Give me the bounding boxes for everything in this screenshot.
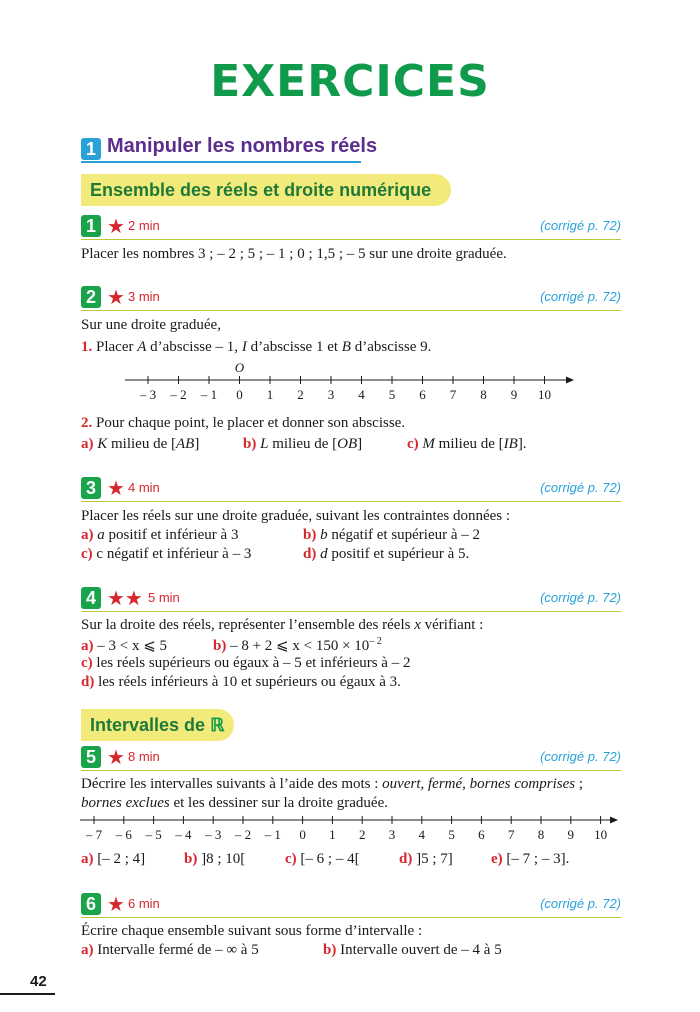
difficulty-star-icon: ★ (107, 285, 125, 309)
axis-tick-label: – 4 (175, 827, 192, 842)
exercise-3-header (81, 477, 621, 502)
exercise-2-question-2: 2. Pour chaque point, le placer et donner son abscisse. (81, 415, 406, 431)
corrige-reference: (corrigé p. 72) (540, 289, 621, 304)
exercise-number: 5 (81, 746, 101, 768)
exercise-5-header (81, 746, 621, 771)
axis-tick-label: – 3 (139, 387, 157, 402)
page-number: 42 (30, 973, 47, 990)
axis-tick-label: – 3 (205, 827, 222, 842)
exercise-4-header (81, 587, 621, 612)
axis-tick-label: 4 (418, 827, 426, 842)
axis-tick-label: 7 (507, 827, 515, 842)
axis-tick-label: 2 (297, 387, 304, 402)
exercise-4-b: b) – 8 + 2 ⩽ $x < 150 \times 10^{- 2}$ (213, 636, 382, 654)
banner-reels-droite (81, 174, 451, 206)
exercise-5-item-a: a) [– 2 ; 4] (81, 851, 146, 867)
exercise-5-item-c: c) [– 6 ; – 4[ (285, 851, 360, 867)
exercise-5-line-2: bornes exclues et les dessiner sur la droite graduée. (81, 795, 388, 811)
exercise-6-b: b) Intervalle ouvert de – 4 à 5 (323, 942, 502, 958)
axis-tick-label: 0 (299, 827, 306, 842)
axis-tick-label: 8 (537, 827, 545, 842)
axis-tick-label: – 1 (264, 827, 281, 842)
axis-arrow-icon (610, 817, 618, 824)
exercise-3-intro: Placer les réels sur une droite graduée, suivant les contraintes données : (81, 508, 511, 524)
axis-tick-label: 6 (478, 827, 485, 842)
axis-tick-label: – 2 (234, 827, 252, 842)
axis-tick-label: 10 (594, 827, 608, 842)
exercise-number: 6 (81, 893, 101, 915)
exercise-number: 1 (81, 215, 101, 237)
exercise-number: 4 (81, 587, 101, 609)
corrige-reference: (corrigé p. 72) (540, 218, 621, 233)
axis-tick-label: 6 (419, 387, 426, 402)
exercise-1-text: Placer les nombres 3 ; – 2 ; 5 ; – 1 ; 0 ; 1,5 ; – 5 sur une droite graduée. (81, 246, 507, 262)
exercise-3-a: a) a positif et inférieur à 3 (81, 527, 239, 543)
exercise-6-intro: Écrire chaque ensemble suivant sous forme d’intervalle : (81, 923, 423, 939)
axis-tick-label: 1 (266, 387, 274, 402)
exercise-time: 2 min (128, 218, 160, 233)
exercise-number: 3 (81, 477, 101, 499)
section-number: 1 (81, 138, 101, 160)
corrige-reference: (corrigé p. 72) (540, 480, 621, 495)
exercise-6-header (81, 893, 621, 918)
axis-tick-label: 0 (236, 387, 243, 402)
exercise-2-part-a: a) K milieu de [AB] (81, 436, 200, 452)
difficulty-star-icon: ★ (107, 476, 125, 500)
axis-tick-label: 8 (480, 387, 487, 402)
exercise-2-header (81, 286, 621, 311)
exercise-5-item-e: e) [– 7 ; – 3]. (491, 851, 570, 867)
exercise-2-part-c: c) M milieu de [IB]. (407, 436, 527, 452)
section-title: Manipuler les nombres réels (107, 135, 378, 157)
exercise-2-part-b: b) L milieu de [OB] (243, 436, 363, 452)
page-title: EXERCICES (210, 56, 490, 107)
corrige-reference: (corrigé p. 72) (540, 749, 621, 764)
axis-tick-label: 9 (567, 827, 575, 842)
exercise-number: 2 (81, 286, 101, 308)
axis-tick-label: – 7 (85, 827, 103, 842)
number-line-1 (0, 360, 700, 405)
exercise-time: 6 min (128, 896, 160, 911)
exercise-3-d: d) d positif et supérieur à 5. (303, 546, 470, 562)
corrige-reference: (corrigé p. 72) (540, 590, 621, 605)
difficulty-star-icon: ★ (107, 745, 125, 769)
axis-tick-label: 3 (388, 827, 396, 842)
axis-tick-label: 2 (358, 827, 366, 842)
axis-tick-label: – 5 (145, 827, 162, 842)
exercise-5-line-1: Décrire les intervalles suivants à l’aide des mots : ouvert, fermé, bornes comprises ; (81, 776, 583, 792)
axis-tick-label: – 1 (200, 387, 218, 402)
banner-title: Intervalles de (90, 715, 206, 735)
exercise-4-a: a) – 3 < x ⩽ 5 (81, 638, 168, 654)
number-line-2 (0, 810, 700, 850)
banner-title: Ensemble des réels et droite numérique (90, 180, 432, 200)
exercise-5-item-d: d) ]5 ; 7] (399, 851, 453, 867)
exercise-time: 3 min (128, 289, 160, 304)
exercise-2-intro: Sur une droite graduée, (81, 317, 221, 333)
axis-tick-label: 7 (449, 387, 457, 402)
exercise-4-d: d) les réels inférieurs à 10 et supérieurs ou égaux à 3. (81, 674, 401, 690)
banner-intervalles (81, 709, 234, 741)
axis-tick-label: 10 (538, 387, 551, 402)
difficulty-star-icon: ★ (107, 892, 125, 916)
axis-arrow-icon (566, 377, 574, 384)
axis-tick-label: 5 (448, 827, 455, 842)
corrige-reference: (corrigé p. 72) (540, 896, 621, 911)
exercise-time: 5 min (148, 590, 180, 605)
exercise-2-question-1: 1. Placer A d’abscisse – 1, I d’abscisse 1 et B d’abscisse 9. (81, 339, 432, 355)
axis-tick-label: 5 (388, 387, 396, 402)
page-number-rule (0, 993, 55, 995)
axis-tick-label: 1 (329, 827, 336, 842)
origin-label: O (234, 360, 245, 375)
exercise-3-c: c) c négatif et inférieur à – 3 (81, 546, 252, 562)
exercise-5-item-b: b) ]8 ; 10[ (184, 851, 246, 867)
axis-tick-label: 9 (510, 387, 518, 402)
exercise-6-a: a) Intervalle fermé de – ∞ à 5 (81, 942, 259, 958)
exercise-3-b: b) b négatif et supérieur à – 2 (303, 527, 481, 543)
difficulty-star-icon: ★★ (107, 586, 143, 610)
difficulty-star-icon: ★ (107, 214, 125, 238)
section-underline (81, 161, 361, 163)
axis-tick-label: 4 (358, 387, 365, 402)
exercise-time: 4 min (128, 480, 160, 495)
exercise-1-header (81, 215, 621, 240)
axis-tick-label: 3 (327, 387, 335, 402)
exercise-4-intro: Sur la droite des réels, représenter l’ensemble des réels x vérifiant : (81, 617, 484, 633)
exercise-4-c: c) les réels supérieurs ou égaux à – 5 et inférieurs à – 2 (81, 655, 411, 671)
exercise-time: 8 min (128, 749, 160, 764)
axis-tick-label: – 6 (115, 827, 132, 842)
real-numbers-symbol: ℝ (210, 715, 225, 735)
axis-tick-label: – 2 (170, 387, 187, 402)
